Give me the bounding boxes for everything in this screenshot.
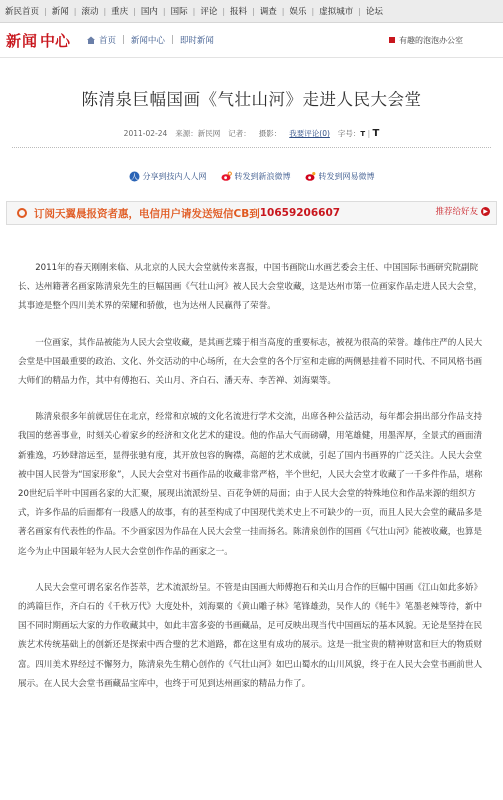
nav-item-5[interactable]: 国际 bbox=[170, 7, 188, 17]
nav-separator: | bbox=[103, 6, 107, 16]
news-center-logo[interactable] bbox=[6, 30, 70, 51]
article-reporter: 记者： bbox=[228, 129, 251, 138]
nav-item-7[interactable]: 报料 bbox=[230, 7, 248, 17]
nav-separator: | bbox=[162, 6, 166, 16]
font-large-button[interactable]: T bbox=[372, 128, 380, 139]
svg-text:人: 人 bbox=[130, 173, 138, 181]
breadcrumb bbox=[86, 34, 214, 46]
arrow-right-icon: ▶ bbox=[481, 207, 490, 216]
nav-item-2[interactable]: 滚动 bbox=[81, 7, 99, 17]
ring-icon bbox=[17, 208, 27, 218]
article-body bbox=[0, 259, 503, 694]
article-paragraph: 一位画家，其作品被能为人民大会堂收藏，是其画艺臻于相当高度的重要标志，被视为很高的荣誉。雄伟庄严的人民大会堂是中国最重要的政治、文化、外交活动的中心场所，在大会堂的各个厅室和走廊的两侧悬挂着不同时代、不同风格书画大师们的精品力作，其中有傅抱石、关山月、齐白石、潘天寿、李苦禅、刘海粟等。 bbox=[18, 337, 483, 387]
breadcrumb-news-center[interactable]: 新闻中心 bbox=[130, 36, 165, 46]
share-bar bbox=[0, 171, 503, 182]
article-title: 陈清泉巨幅国画《气壮山河》走进人民大会堂 bbox=[81, 90, 422, 109]
share-renren[interactable]: 人 分享到技内人人网 bbox=[130, 172, 207, 181]
section-header bbox=[0, 23, 503, 58]
netease-weibo-icon bbox=[305, 171, 316, 182]
renren-icon bbox=[129, 171, 140, 182]
article-source: 来源：新民网 bbox=[175, 129, 221, 138]
breadcrumb-separator: | bbox=[170, 35, 174, 45]
comment-link[interactable]: 我要评论(0) bbox=[289, 129, 330, 138]
home-icon bbox=[86, 35, 96, 45]
article-photographer: 摄影： bbox=[258, 129, 282, 138]
nav-item-9[interactable]: 娱乐 bbox=[289, 7, 307, 17]
nav-separator: | bbox=[222, 6, 226, 16]
article-meta bbox=[0, 128, 503, 139]
nav-item-11[interactable]: 论坛 bbox=[365, 7, 383, 17]
recommend-to-friend-button[interactable] bbox=[435, 205, 490, 217]
sina-weibo-icon bbox=[221, 171, 232, 182]
nav-separator: | bbox=[358, 6, 361, 16]
article-paragraph: 人民大会堂可谓名家名作荟萃，艺术流派纷呈。不管是由国画大师傅抱石和关山月合作的巨幅中国画《江山如此多娇》的鸿篇巨作，齐白石的《千秋万代》大度处朴，刘海粟的《黄山雕子林》笔锋雄劲，吴作人的《牦牛》笔墨老辣等待，新中国不同时期画坛大家的力作收藏其中，如此丰富多姿的书画藏品，足可反映出现当代中国画坛的基本风貌。无论是坚持在民族艺术传统基础上的创新还是探索中西合璧的艺术道路，都在这里有成功的展示。这是一批宝贵的精神财富和巨大的物质财富。四川美术界经过不懈努力，陈清泉先生精心创作的《气壮山河》如巴山蜀水的山川风貌，终于在人民大会堂书画前世人展示。在人民大会堂书画藏品宝库中，也终于可见到达州画家的精品力作了。 bbox=[18, 582, 483, 689]
nav-separator: | bbox=[252, 6, 255, 16]
nav-separator: | bbox=[44, 6, 47, 16]
nav-separator: | bbox=[133, 6, 136, 16]
top-navigation-bar bbox=[0, 0, 503, 23]
article-paragraph: 2011年的春天刚刚来临、从北京的人民大会堂就传来喜报，中国书画院山水画艺委会主任、中国国际书画研究院副院长、达州籍著名画家陈清泉先生的巨幅国画《气壮山河》被人民大会堂收藏，这是达州市第一位画家作品走进人民大会堂，其事迹是整个四川美术界的荣耀和骄傲，也为达州人民赢得了荣誉。 bbox=[18, 263, 483, 312]
nav-item-1[interactable]: 新闻 bbox=[51, 7, 69, 17]
font-small-button[interactable]: T bbox=[360, 130, 366, 138]
share-sina-weibo[interactable]: 转发到新浪微博 bbox=[221, 171, 291, 182]
nav-item-10[interactable]: 虚拟城市 bbox=[319, 7, 354, 17]
logo-main: 新闻 bbox=[6, 31, 39, 50]
nav-item-6[interactable]: 评论 bbox=[200, 7, 218, 17]
meta-divider bbox=[12, 147, 491, 148]
breadcrumb-instant-news[interactable]: 即时新闻 bbox=[179, 36, 214, 46]
promo-link[interactable] bbox=[389, 35, 463, 46]
nav-separator: | bbox=[311, 6, 315, 16]
nav-separator: | bbox=[192, 6, 196, 16]
nav-item-0[interactable]: 新民首页 bbox=[5, 7, 40, 17]
banner-text: 订阅天翼晨报资者惠，电信用户请发送短信 bbox=[34, 207, 234, 220]
nav-item-4[interactable]: 国内 bbox=[140, 7, 158, 17]
nav-item-3[interactable]: 重庆 bbox=[111, 7, 129, 17]
share-netease-weibo[interactable]: 转发到网易微博 bbox=[305, 171, 375, 182]
banner-number: 10659206607 bbox=[259, 207, 341, 219]
bullet-icon bbox=[389, 37, 395, 43]
nav-separator: | bbox=[73, 6, 77, 16]
font-size-label: 字号： bbox=[337, 129, 361, 138]
font-size-control: 字号：T | T bbox=[337, 128, 380, 139]
recommend-label: 推荐给好友 bbox=[435, 207, 478, 217]
banner-code: CB到 bbox=[233, 207, 260, 220]
breadcrumb-separator: | bbox=[122, 35, 125, 45]
breadcrumb-home[interactable]: 首页 bbox=[99, 36, 117, 46]
logo-sub: 中心 bbox=[40, 31, 71, 50]
sms-subscription-banner[interactable] bbox=[6, 201, 497, 225]
article-paragraph: 陈清泉很多年前就居住在北京，经常和京城的文化名流进行学术交流，出席各种公益活动，每年都会捐出部分作品支持我国的慈善事业，时刻关心着家乡的经济和文化艺术的建设。他的作品大气而磅礴，用笔雄健，用墨浑厚，全景式的画面清新雅逸，巧妙肆溶远至，显得张驰有度，其开放包容的胸襟，高超的艺术成就，引起了国内书画界的广泛关注。人民大会堂被中国人民誉为“国家形象”，人民大会堂对书画作品的收藏非常严格，半个世纪，人民大会堂才收藏了一千多件作品，堪称20世纪后半叶中国画名家的大汇聚，展现出流派纷呈、百花争妍的局面；由于人民大会堂的特殊地位和作品来源的组织方式，许多作品的后面都有一段感人的故事，有的甚至构成了中国现代美术史上不可缺少的一页，而且人民大会堂的藏品多是著名画家有代表性的作品。不少画家因为作品在人民大会堂一挂而扬名。陈清泉创作的国画《气壮山河》能被收藏，也算是迄今为止中国最年轻为人民大会堂创作作品的画家之一。 bbox=[18, 412, 483, 557]
nav-separator: | bbox=[281, 6, 285, 16]
nav-item-8[interactable]: 调查 bbox=[259, 7, 277, 17]
article-date: 2011-02-24 bbox=[123, 129, 168, 138]
promo-link-text: 有趣的泡泡办公室 bbox=[399, 35, 463, 45]
